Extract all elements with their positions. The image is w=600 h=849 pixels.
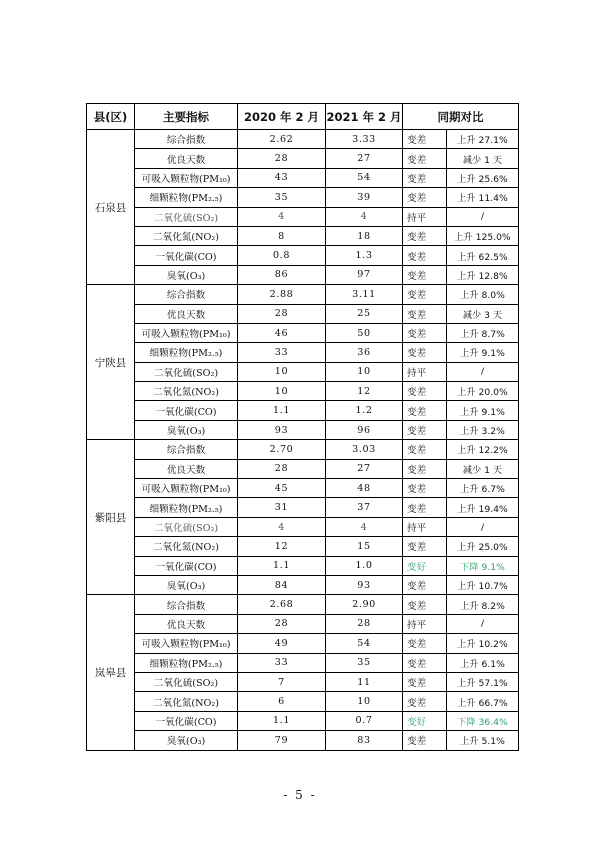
table-row (87, 130, 519, 149)
trend-text: 变差 (403, 692, 447, 711)
value-2020: 46 (238, 323, 326, 342)
table-row (87, 711, 519, 730)
change-text: 上升 8.2% (447, 595, 519, 614)
trend-text: 变差 (403, 246, 447, 265)
indicator-name: 细颗粒物(PM₂.₅) (135, 343, 238, 362)
table-row (87, 672, 519, 691)
value-2020: 4 (238, 517, 326, 536)
table-row (87, 517, 519, 536)
indicator-name: 一氧化碳(CO) (135, 246, 238, 265)
value-2021: 37 (326, 498, 403, 517)
value-2020: 28 (238, 304, 326, 323)
indicator-name: 臭氧(O₃) (135, 420, 238, 439)
table-row (87, 556, 519, 575)
indicator-name: 一氧化碳(CO) (135, 401, 238, 420)
indicator-name: 可吸入颗粒物(PM₁₀) (135, 168, 238, 187)
table-row (87, 459, 519, 478)
trend-text: 变差 (403, 440, 447, 459)
table-body (87, 130, 519, 751)
value-2020: 0.8 (238, 246, 326, 265)
change-text: 上升 57.1% (447, 672, 519, 691)
trend-text: 持平 (403, 362, 447, 381)
value-2020: 12 (238, 537, 326, 556)
value-2021: 1.2 (326, 401, 403, 420)
table-header-row (87, 104, 519, 130)
county-name: 宁陕县 (87, 285, 135, 440)
value-2021: 10 (326, 362, 403, 381)
value-2021: 54 (326, 168, 403, 187)
indicator-name: 优良天数 (135, 459, 238, 478)
value-2021: 83 (326, 731, 403, 750)
value-2020: 28 (238, 614, 326, 633)
change-text: 上升 62.5% (447, 246, 519, 265)
trend-text: 持平 (403, 614, 447, 633)
value-2021: 36 (326, 343, 403, 362)
header-indicator: 主要指标 (135, 104, 238, 130)
indicator-name: 细颗粒物(PM₂.₅) (135, 653, 238, 672)
table-row (87, 285, 519, 304)
indicator-name: 二氧化硫(SO₂) (135, 362, 238, 381)
trend-text: 变差 (403, 653, 447, 672)
trend-text: 变差 (403, 130, 447, 149)
change-text: 上升 3.2% (447, 420, 519, 439)
indicator-name: 二氧化氮(NO₂) (135, 226, 238, 245)
indicator-name: 优良天数 (135, 614, 238, 633)
table-row (87, 634, 519, 653)
indicator-name: 二氧化硫(SO₂) (135, 672, 238, 691)
value-2021: 54 (326, 634, 403, 653)
indicator-name: 细颗粒物(PM₂.₅) (135, 188, 238, 207)
trend-text: 变差 (403, 420, 447, 439)
change-text: 上升 6.1% (447, 653, 519, 672)
change-text: 下降 36.4% (447, 711, 519, 730)
value-2020: 4 (238, 207, 326, 226)
change-text: 上升 12.2% (447, 440, 519, 459)
change-text: 上升 10.7% (447, 575, 519, 594)
indicator-name: 优良天数 (135, 304, 238, 323)
value-2021: 50 (326, 323, 403, 342)
indicator-name: 可吸入颗粒物(PM₁₀) (135, 634, 238, 653)
value-2021: 96 (326, 420, 403, 439)
value-2020: 8 (238, 226, 326, 245)
value-2020: 1.1 (238, 556, 326, 575)
value-2021: 11 (326, 672, 403, 691)
value-2021: 39 (326, 188, 403, 207)
value-2020: 33 (238, 343, 326, 362)
header-2020: 2020 年 2 月 (238, 104, 326, 130)
county-name: 岚皋县 (87, 595, 135, 750)
indicator-name: 二氧化氮(NO₂) (135, 692, 238, 711)
trend-text: 变差 (403, 498, 447, 517)
value-2020: 43 (238, 168, 326, 187)
indicator-name: 可吸入颗粒物(PM₁₀) (135, 479, 238, 498)
value-2020: 93 (238, 420, 326, 439)
table-row (87, 226, 519, 245)
change-text: 上升 5.1% (447, 731, 519, 750)
value-2020: 35 (238, 188, 326, 207)
table-row (87, 595, 519, 614)
indicator-name: 优良天数 (135, 149, 238, 168)
indicator-name: 二氧化氮(NO₂) (135, 382, 238, 401)
value-2021: 93 (326, 575, 403, 594)
table-row (87, 343, 519, 362)
trend-text: 变差 (403, 226, 447, 245)
table-row (87, 575, 519, 594)
change-text: 上升 25.0% (447, 537, 519, 556)
value-2020: 84 (238, 575, 326, 594)
trend-text: 变差 (403, 672, 447, 691)
table-row (87, 188, 519, 207)
trend-text: 变差 (403, 634, 447, 653)
value-2021: 18 (326, 226, 403, 245)
value-2021: 3.03 (326, 440, 403, 459)
change-text: 上升 6.7% (447, 479, 519, 498)
value-2021: 28 (326, 614, 403, 633)
change-text: / (447, 614, 519, 633)
value-2021: 3.11 (326, 285, 403, 304)
value-2020: 45 (238, 479, 326, 498)
trend-text: 变好 (403, 711, 447, 730)
indicator-name: 臭氧(O₃) (135, 265, 238, 284)
indicator-name: 二氧化硫(SO₂) (135, 207, 238, 226)
table-row (87, 304, 519, 323)
value-2021: 2.90 (326, 595, 403, 614)
trend-text: 变差 (403, 459, 447, 478)
trend-text: 变差 (403, 401, 447, 420)
trend-text: 持平 (403, 207, 447, 226)
value-2020: 2.88 (238, 285, 326, 304)
change-text: 上升 125.0% (447, 226, 519, 245)
change-text: 上升 12.8% (447, 265, 519, 284)
change-text: 上升 10.2% (447, 634, 519, 653)
value-2021: 12 (326, 382, 403, 401)
value-2020: 1.1 (238, 401, 326, 420)
trend-text: 变差 (403, 188, 447, 207)
page-number: - 5 - (283, 788, 317, 802)
value-2021: 35 (326, 653, 403, 672)
trend-text: 变差 (403, 343, 447, 362)
table-row (87, 537, 519, 556)
value-2021: 25 (326, 304, 403, 323)
value-2021: 4 (326, 517, 403, 536)
change-text: / (447, 517, 519, 536)
change-text: 上升 8.7% (447, 323, 519, 342)
value-2021: 48 (326, 479, 403, 498)
change-text: 减少 3 天 (447, 304, 519, 323)
table-row (87, 731, 519, 750)
value-2020: 2.70 (238, 440, 326, 459)
table-row (87, 401, 519, 420)
table-row (87, 265, 519, 284)
trend-text: 变差 (403, 149, 447, 168)
indicator-name: 综合指数 (135, 130, 238, 149)
county-name: 石泉县 (87, 130, 135, 285)
trend-text: 变差 (403, 479, 447, 498)
value-2020: 28 (238, 459, 326, 478)
value-2020: 28 (238, 149, 326, 168)
indicator-name: 二氧化硫(SO₂) (135, 517, 238, 536)
change-text: 上升 27.1% (447, 130, 519, 149)
change-text: 上升 11.4% (447, 188, 519, 207)
indicator-name: 综合指数 (135, 285, 238, 304)
indicator-name: 一氧化碳(CO) (135, 556, 238, 575)
value-2020: 7 (238, 672, 326, 691)
table-row (87, 168, 519, 187)
trend-text: 变差 (403, 304, 447, 323)
indicator-name: 二氧化氮(NO₂) (135, 537, 238, 556)
value-2020: 10 (238, 362, 326, 381)
value-2021: 27 (326, 459, 403, 478)
air-quality-comparison-table (86, 103, 519, 751)
value-2020: 79 (238, 731, 326, 750)
table-row (87, 323, 519, 342)
change-text: 上升 19.4% (447, 498, 519, 517)
table-row (87, 479, 519, 498)
table-row (87, 653, 519, 672)
trend-text: 变差 (403, 265, 447, 284)
trend-text: 变差 (403, 168, 447, 187)
indicator-name: 综合指数 (135, 595, 238, 614)
change-text: / (447, 207, 519, 226)
value-2020: 49 (238, 634, 326, 653)
change-text: 上升 9.1% (447, 343, 519, 362)
table-row (87, 382, 519, 401)
table-row (87, 420, 519, 439)
value-2021: 3.33 (326, 130, 403, 149)
change-text: 上升 66.7% (447, 692, 519, 711)
trend-text: 持平 (403, 517, 447, 536)
indicator-name: 综合指数 (135, 440, 238, 459)
trend-text: 变差 (403, 731, 447, 750)
change-text: 上升 20.0% (447, 382, 519, 401)
change-text: 下降 9.1% (447, 556, 519, 575)
indicator-name: 一氧化碳(CO) (135, 711, 238, 730)
value-2020: 31 (238, 498, 326, 517)
header-comparison: 同期对比 (403, 104, 519, 130)
indicator-name: 臭氧(O₃) (135, 575, 238, 594)
value-2021: 4 (326, 207, 403, 226)
table-row (87, 207, 519, 226)
header-county: 县(区) (87, 104, 135, 130)
change-text: / (447, 362, 519, 381)
value-2021: 1.3 (326, 246, 403, 265)
table-row (87, 692, 519, 711)
trend-text: 变差 (403, 323, 447, 342)
value-2020: 2.68 (238, 595, 326, 614)
county-name: 紫阳县 (87, 440, 135, 595)
indicator-name: 可吸入颗粒物(PM₁₀) (135, 323, 238, 342)
value-2021: 97 (326, 265, 403, 284)
value-2021: 10 (326, 692, 403, 711)
value-2020: 1.1 (238, 711, 326, 730)
trend-text: 变好 (403, 556, 447, 575)
table-row (87, 440, 519, 459)
change-text: 减少 1 天 (447, 459, 519, 478)
trend-text: 变差 (403, 595, 447, 614)
trend-text: 变差 (403, 575, 447, 594)
change-text: 上升 8.0% (447, 285, 519, 304)
value-2020: 10 (238, 382, 326, 401)
table-row (87, 149, 519, 168)
indicator-name: 细颗粒物(PM₂.₅) (135, 498, 238, 517)
indicator-name: 臭氧(O₃) (135, 731, 238, 750)
trend-text: 变差 (403, 382, 447, 401)
value-2020: 86 (238, 265, 326, 284)
change-text: 上升 9.1% (447, 401, 519, 420)
value-2021: 27 (326, 149, 403, 168)
header-2021: 2021 年 2 月 (326, 104, 403, 130)
change-text: 减少 1 天 (447, 149, 519, 168)
value-2021: 0.7 (326, 711, 403, 730)
trend-text: 变差 (403, 285, 447, 304)
table-row (87, 614, 519, 633)
value-2021: 1.0 (326, 556, 403, 575)
trend-text: 变差 (403, 537, 447, 556)
value-2020: 2.62 (238, 130, 326, 149)
change-text: 上升 25.6% (447, 168, 519, 187)
value-2020: 6 (238, 692, 326, 711)
value-2021: 15 (326, 537, 403, 556)
value-2020: 33 (238, 653, 326, 672)
table-row (87, 362, 519, 381)
table-row (87, 498, 519, 517)
table-row (87, 246, 519, 265)
